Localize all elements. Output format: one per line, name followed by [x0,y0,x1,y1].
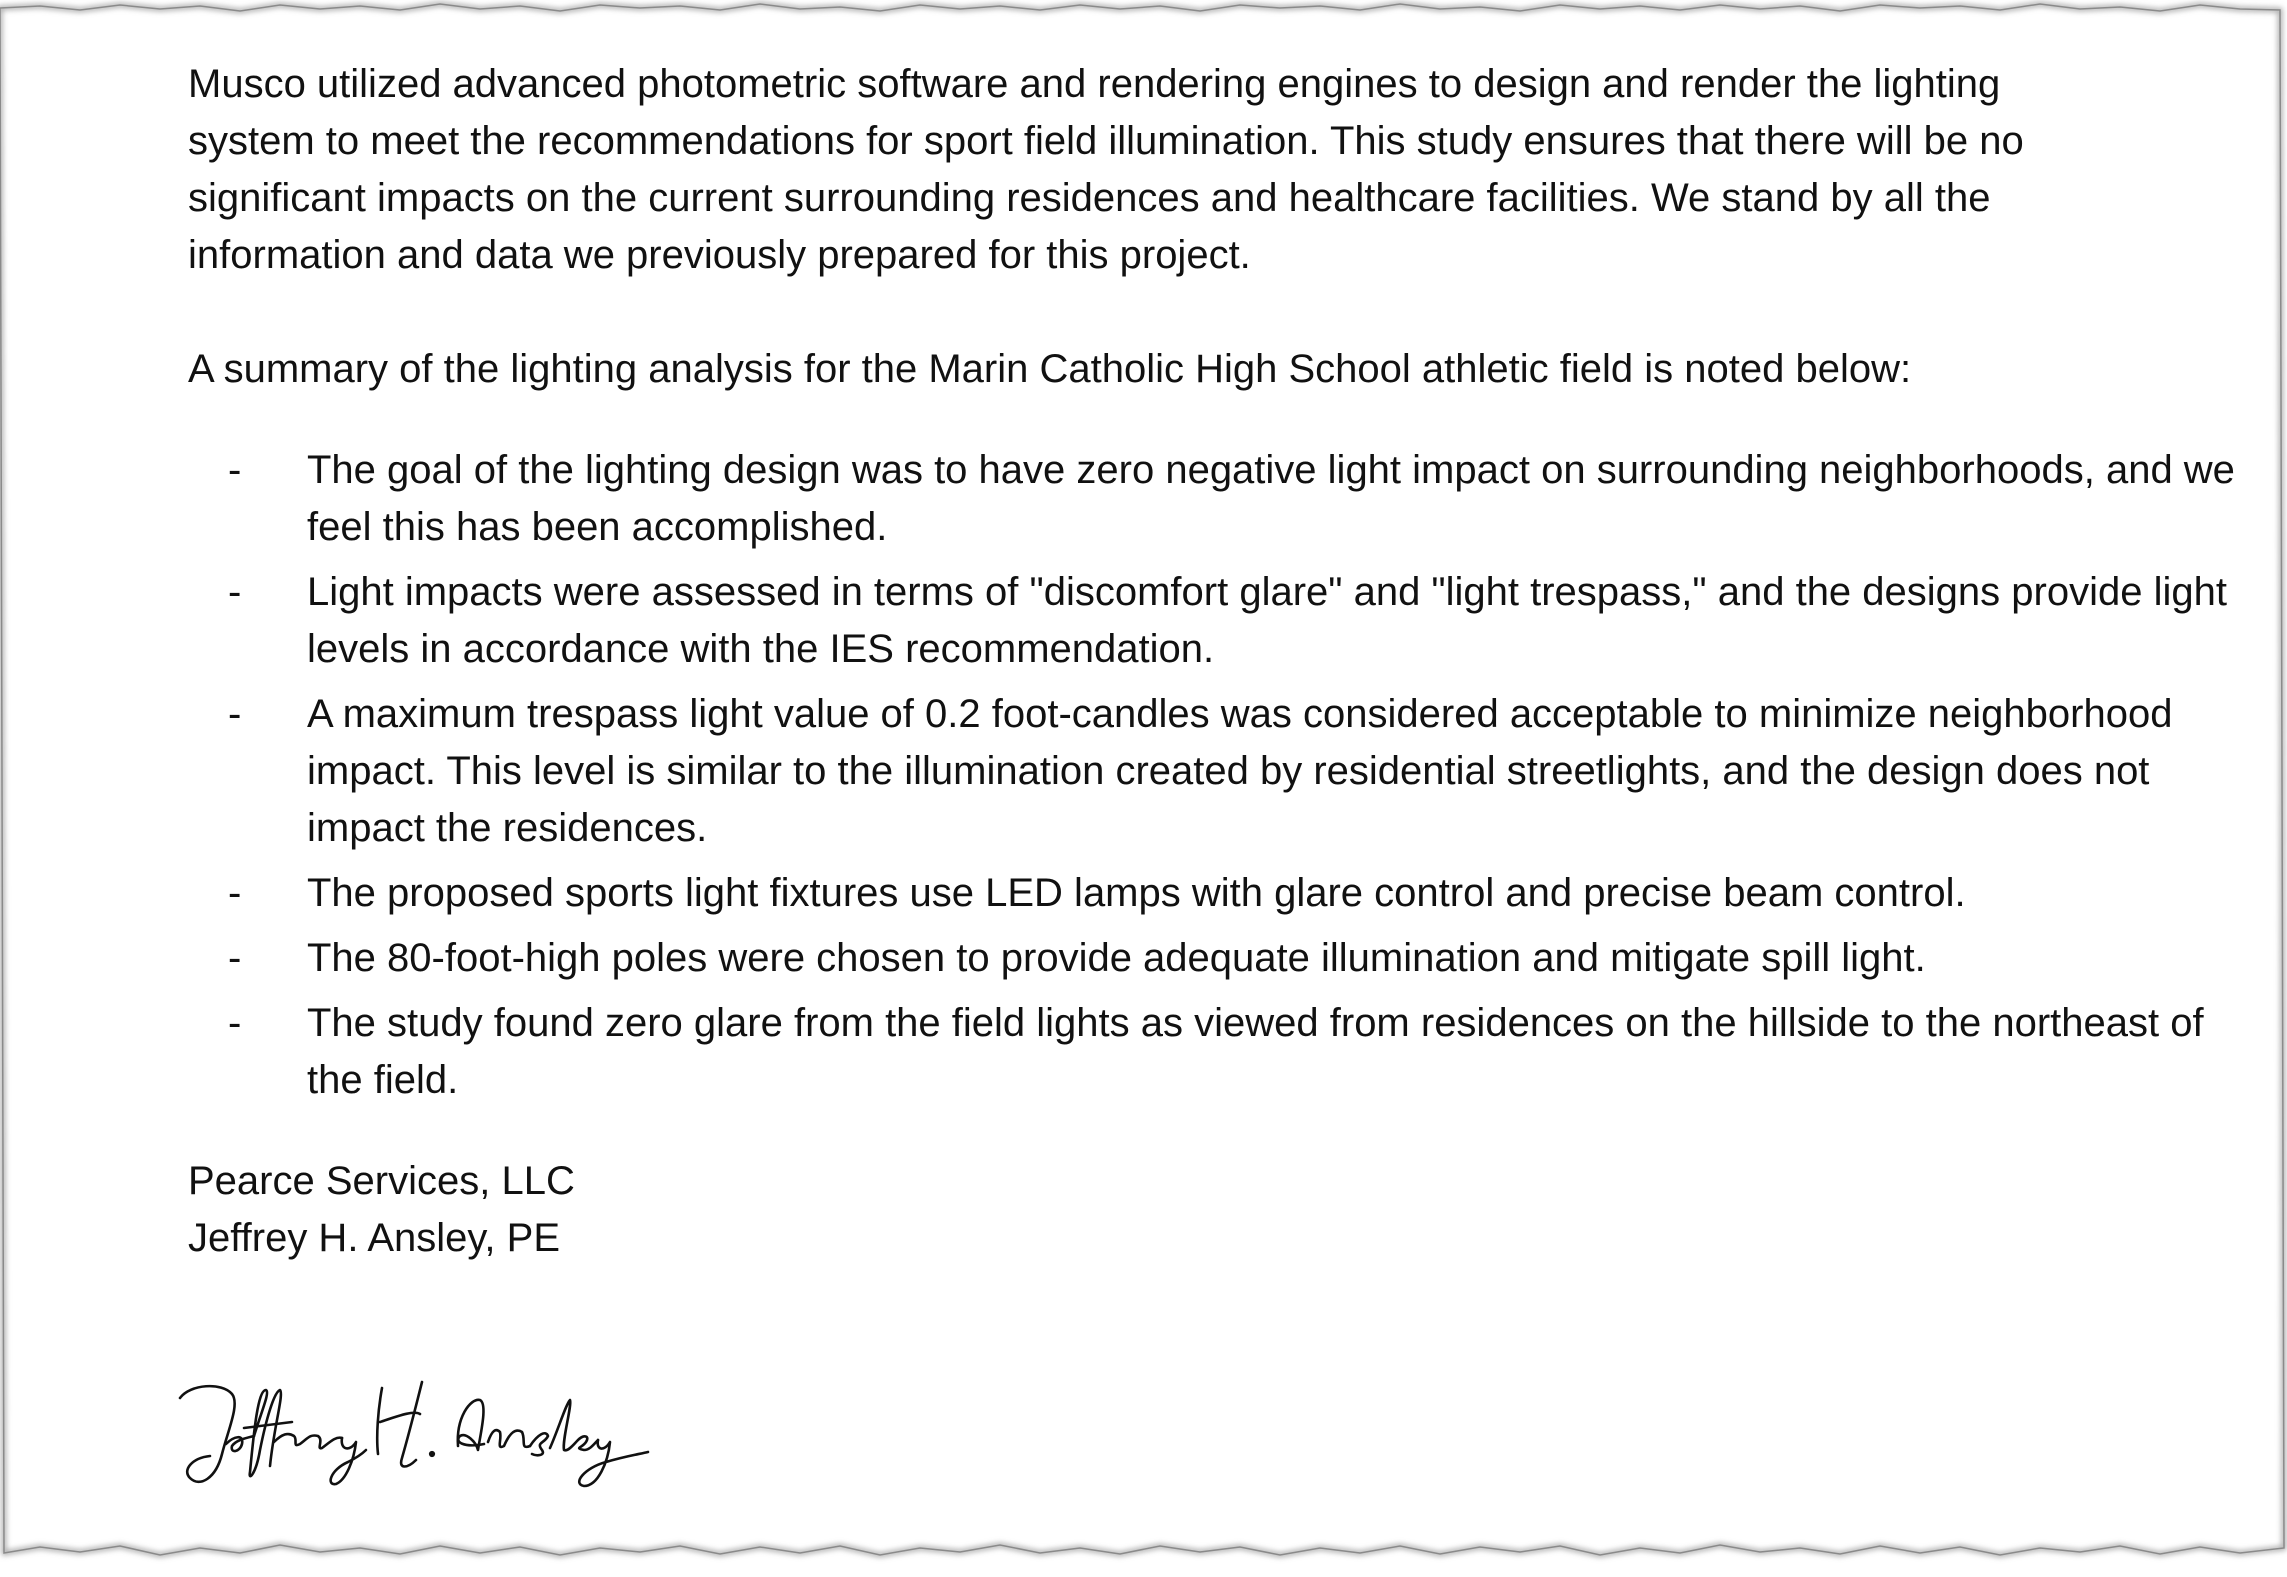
bullet-marker: - [228,1001,242,1045]
handwritten-signature [170,1370,650,1495]
bullet-marker: - [228,570,242,614]
list-item-text: The proposed sports light fixtures use LED lamps with glare control and precise beam control. [307,871,1966,915]
list-item [188,930,2267,987]
list-item-text: The goal of the lighting design was to have zero negative light impact on surrounding neighborhoods, and we feel this has been accomplished. [307,448,2235,549]
summary-heading: A summary of the lighting analysis for the Marin Catholic High School athletic field is noted below: [188,347,1912,391]
list-item [188,865,2267,922]
bullet-marker: - [228,871,242,915]
company-name: Pearce Services, LLC [188,1159,575,1203]
signoff-block [188,1153,2088,1267]
list-item-text: A maximum trespass light value of 0.2 foot-candles was considered acceptable to minimize neighborhood impact. This level is similar to the illumination created by residential streetlights, and the design does not impact the residences. [307,692,2173,850]
list-item-text: The study found zero glare from the field lights as viewed from residences on the hillside to the northeast of the field. [307,1001,2204,1102]
intro-paragraph: Musco utilized advanced photometric software and rendering engines to design and render the lighting system to meet the recommendations for sport field illumination. This study ensures that there will be no significant impacts on the current surrounding residences and healthcare facilities. We stand by all the information and data we previously prepared for this project. [188,62,2024,277]
letter-body [188,56,2235,1267]
findings-list [188,442,2235,1109]
signer-name: Jeffrey H. Ansley, PE [188,1216,561,1260]
bullet-marker: - [228,936,242,980]
bullet-marker: - [228,448,242,492]
list-item [188,564,2267,678]
list-item [188,686,2267,857]
list-item [188,442,2267,556]
bullet-marker: - [228,692,242,736]
list-item-text: The 80-foot-high poles were chosen to provide adequate illumination and mitigate spill light. [307,936,1926,980]
list-item-text: Light impacts were assessed in terms of "discomfort glare" and "light trespass," and the designs provide light levels in accordance with the IES recommendation. [307,570,2227,671]
list-item [188,995,2267,1109]
